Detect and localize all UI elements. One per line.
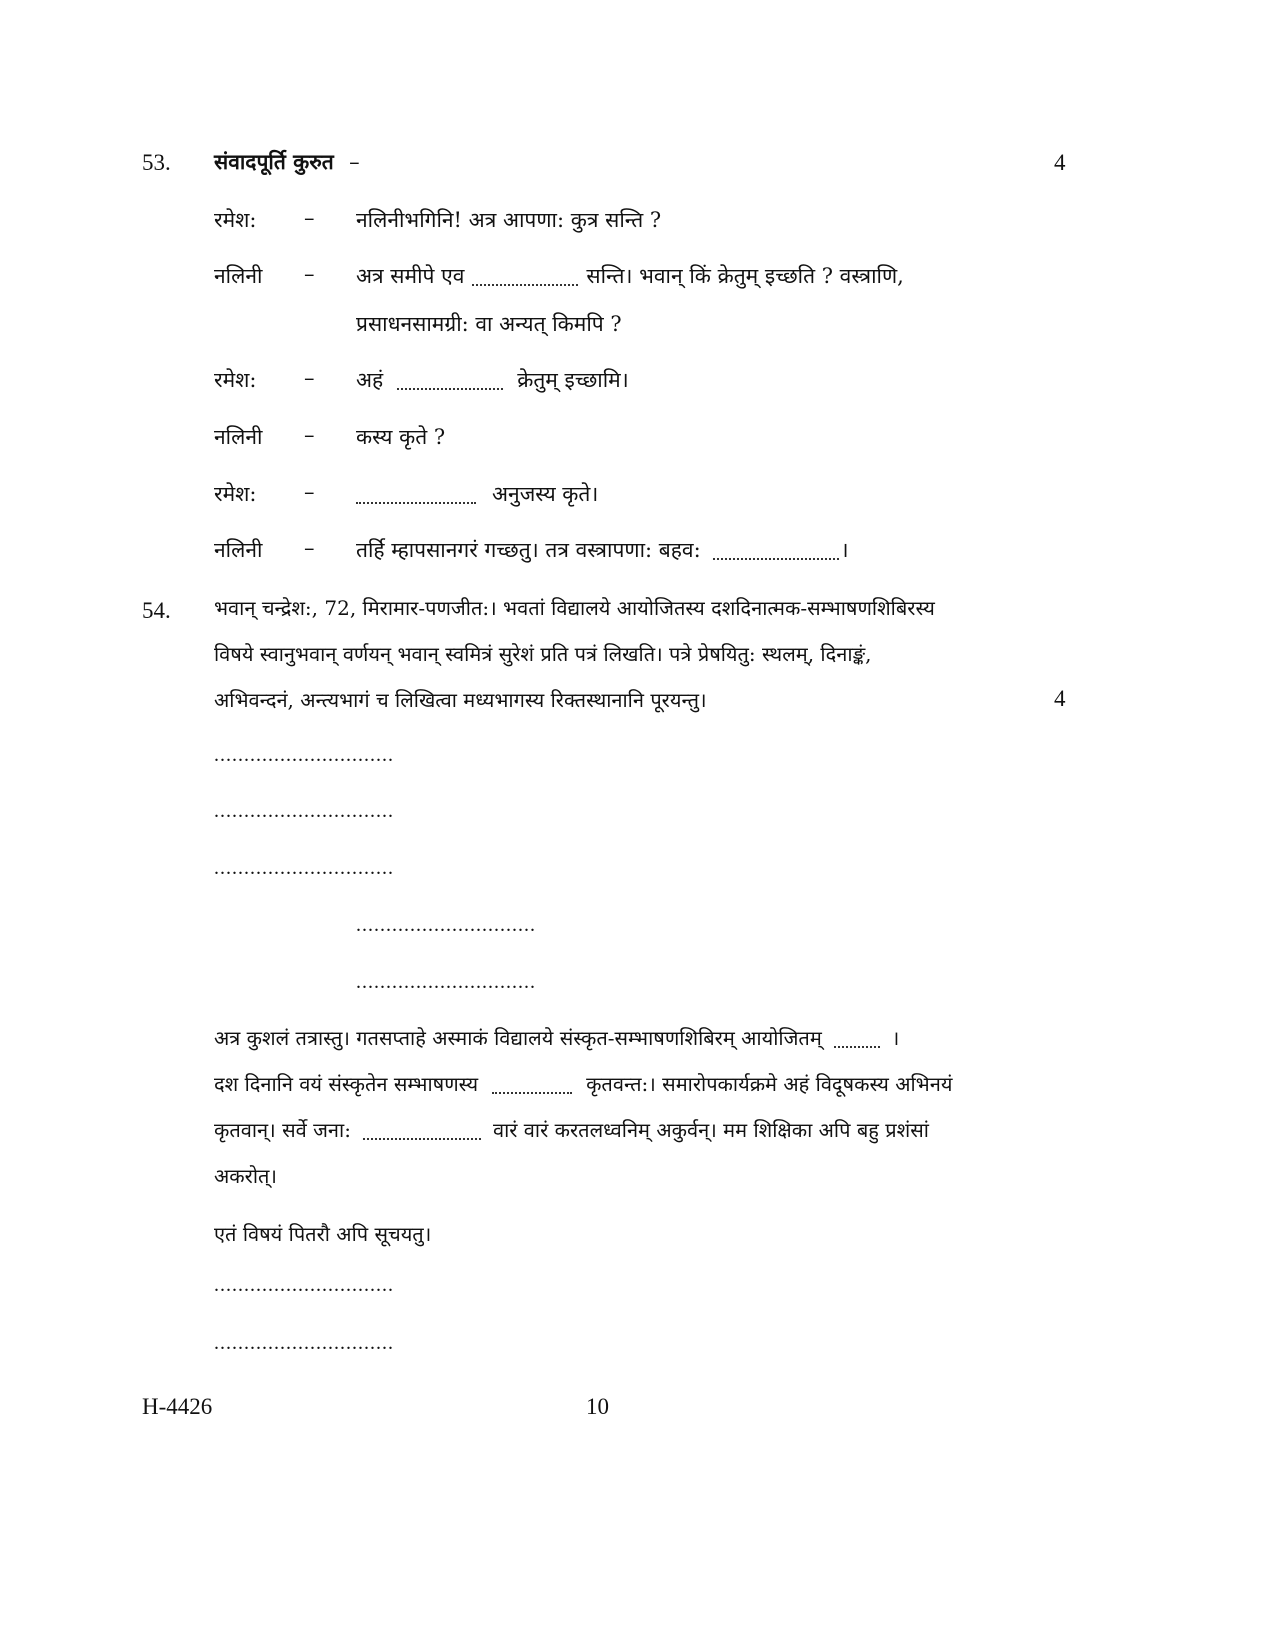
letter-blank-line: .............................. [356, 914, 536, 936]
dialogue-text-before-blank: अहं [356, 368, 384, 392]
question-53-number: 53. [142, 150, 171, 175]
speaker-label: नलिनी [214, 538, 263, 562]
letter-text: दश दिनानि वयं संस्कृतेन सम्भाषणस्य [214, 1072, 479, 1096]
letter-blank-line: .............................. [214, 744, 394, 766]
answer-blank [363, 1124, 481, 1140]
dialogue-text [356, 536, 849, 564]
answer-blank [834, 1032, 880, 1048]
dialogue-dash: – [304, 206, 315, 230]
letter-text: वारं वारं करतलध्वनिम् अकुर्वन्। मम शिक्षिका अपि बहु प्रशंसां [492, 1118, 929, 1142]
speaker-label: नलिनी [214, 425, 263, 449]
dialogue-dash: – [304, 536, 315, 560]
letter-text: कृतवन्त:। समारोपकार्यक्रमे अहं विदूषकस्य अभिनयं [586, 1072, 953, 1096]
letter-blank-line: .............................. [214, 857, 394, 879]
paper-code: H-4426 [142, 1394, 213, 1419]
dialogue-dash: – [304, 366, 315, 390]
question-54-line-1: भवान् चन्द्रेश:, 72, मिरामार-पणजीत:। भवतां विद्यालये आयोजितस्य दशदिनात्मक-सम्भाषणशिबिरस्य [214, 596, 935, 620]
letter-body-line-5: एतं विषयं पितरौ अपि सूचयतु। [214, 1222, 432, 1246]
letter-body-line-1 [214, 1024, 899, 1051]
dialogue-text-before-blank: तर्हि म्हापसानगरं गच्छतु। तत्र वस्त्रापणा: बहव: [356, 538, 701, 562]
letter-body-line-2 [214, 1070, 952, 1097]
dialogue-text-after-blank: । [840, 538, 849, 562]
dialogue-dash: – [304, 262, 315, 286]
question-53-title-text: संवादपूर्ति कुरुत [214, 149, 334, 174]
dialogue-text: कस्य कृते ? [356, 425, 446, 449]
question-53-title [214, 148, 360, 176]
question-54-line-3: अभिवन्दनं, अन्त्यभागं च लिखित्वा मध्यभागस्य रिक्तस्थानानि पूरयन्तु। [214, 688, 707, 712]
letter-text: कृतवान्। सर्वे जना: [214, 1118, 351, 1142]
question-54-number: 54. [142, 598, 171, 623]
dialogue-text: नलिनीभगिनि! अत्र आपणा: कुत्र सन्ति ? [356, 208, 662, 232]
speaker-label: नलिनी [214, 264, 263, 288]
letter-body-line-4: अकरोत्। [214, 1164, 277, 1188]
letter-text: अत्र कुशलं तत्रास्तु। गतसप्ताहे अस्माकं विद्यालये संस्कृत-सम्भाषणशिबिरम् आयोजितम् [214, 1026, 822, 1050]
speaker-label: रमेश: [214, 368, 257, 392]
question-54-marks: 4 [1054, 686, 1066, 711]
question-53-title-dash: – [349, 150, 360, 174]
answer-blank [713, 544, 839, 560]
answer-blank [492, 1078, 572, 1094]
dialogue-text [356, 262, 904, 290]
dialogue-text-after-blank: क्रेतुम् इच्छामि। [517, 368, 629, 392]
dialogue-line-2-continued: प्रसाधनसामग्री: वा अन्यत् किमपि ? [356, 312, 622, 336]
letter-blank-line: .............................. [214, 800, 394, 822]
letter-text: । [891, 1026, 900, 1050]
answer-blank [397, 374, 503, 390]
dialogue-dash: – [304, 480, 315, 504]
speaker-label: रमेश: [214, 208, 257, 232]
page-number: 10 [586, 1394, 609, 1419]
dialogue-text-before-blank: अत्र समीपे एव [356, 264, 465, 288]
dialogue-text [356, 480, 598, 508]
letter-blank-line: .............................. [214, 1274, 394, 1296]
dialogue-dash: – [304, 423, 315, 447]
speaker-label: रमेश: [214, 482, 257, 506]
letter-blank-line: .............................. [214, 1332, 394, 1354]
question-54-line-2: विषये स्वानुभवान् वर्णयन् भवान् स्वमित्रं सुरेशं प्रति पत्रं लिखति। पत्रे प्रेषयितु: स्थलम्, दिनाङ्कं, [214, 642, 872, 666]
question-53-marks: 4 [1054, 150, 1066, 175]
answer-blank [472, 270, 578, 286]
answer-blank [356, 488, 476, 504]
dialogue-text [356, 366, 629, 394]
dialogue-text-after-blank: सन्ति। भवान् किं क्रेतुम् इच्छति ? वस्त्राणि, [586, 264, 904, 288]
letter-body-line-3 [214, 1116, 929, 1143]
dialogue-text-after-blank: अनुजस्य कृते। [492, 482, 599, 506]
letter-blank-line: .............................. [356, 971, 536, 993]
